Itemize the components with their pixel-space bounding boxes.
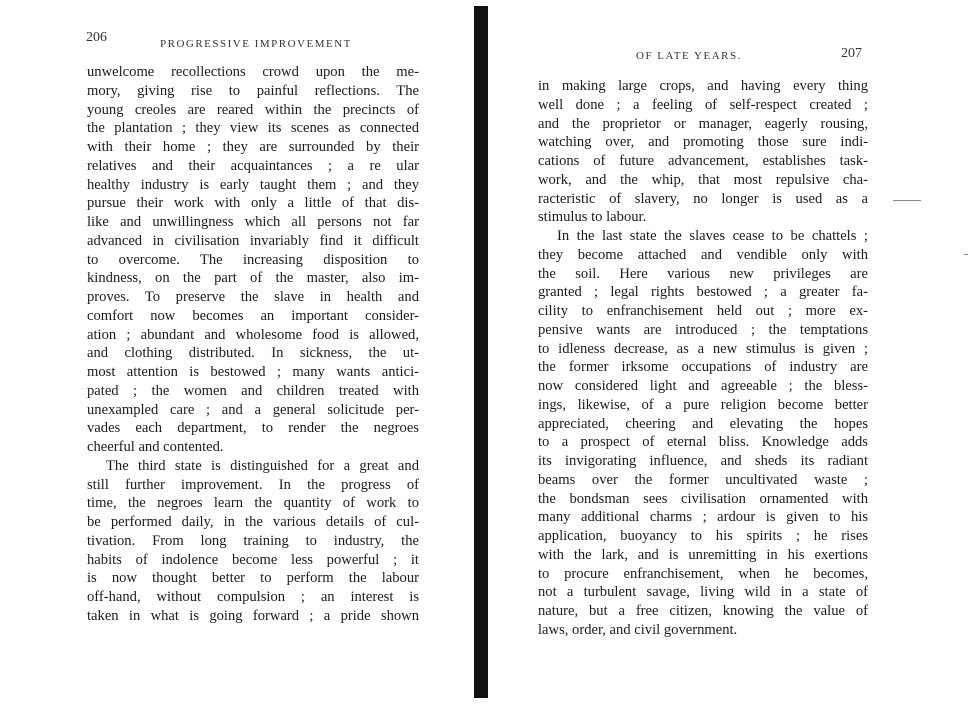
right-body-text (538, 77, 868, 640)
text-line: with the lark, and is unremitting in his exertions (538, 546, 868, 563)
left-page-number: 206 (86, 30, 107, 45)
text-line: off-hand, without compulsion ; an interest is (87, 589, 419, 605)
left-page (0, 0, 474, 705)
text-line: comfort now becomes an important consider- (87, 307, 419, 324)
left-running-header: PROGRESSIVE IMPROVEMENT (160, 38, 352, 50)
book-gutter (474, 6, 488, 698)
right-running-header: OF LATE YEARS. (636, 50, 742, 62)
text-line: be performed daily, in the various details of cul- (87, 514, 419, 530)
text-line: young creoles are reared within the precincts of (87, 101, 419, 118)
right-page-number: 207 (841, 46, 862, 61)
text-line: most attention is bestowed ; many wants antici- (87, 364, 419, 380)
text-line: and the proprietor or manager, eagerly rousing, (538, 115, 868, 132)
text-line: well done ; a feeling of self-respect created ; (538, 96, 868, 113)
text-line: work, and the whip, that most repulsive cha- (538, 171, 868, 188)
right-page (488, 0, 980, 705)
text-line: in making large crops, and having every thing (538, 78, 868, 94)
margin-mark (893, 200, 921, 201)
text-line: granted ; legal rights bestowed ; a greater fa- (538, 284, 868, 301)
text-line: the soil. Here various new privileges are (538, 265, 868, 282)
text-line: with their home ; they are surrounded by their (87, 139, 419, 155)
text-line: and clothing distributed. In sickness, the ut- (87, 345, 419, 362)
left-body-text (87, 63, 419, 626)
text-line: to a prospect of eternal bliss. Knowledge adds (538, 434, 868, 451)
text-line: ation ; abundant and wholesome food is allowed, (87, 326, 419, 343)
text-line: is now thought better to perform the labour (87, 570, 419, 587)
text-line: healthy industry is early taught them ; and they (87, 176, 419, 193)
text-line: pated ; the women and children treated with (87, 382, 419, 399)
text-line: watching over, and promoting those sure indi- (538, 134, 868, 151)
paragraph-start-line: The third state is distinguished for a great and (106, 457, 419, 474)
text-line: proves. To preserve the slave in health and (87, 289, 419, 305)
text-line: still further improvement. In the progress of (87, 476, 419, 493)
text-line: now considered light and agreeable ; the bless- (538, 378, 868, 394)
text-line: stimulus to labour. (538, 209, 647, 226)
text-line: mory, giving rise to painful reflections. The (87, 82, 419, 99)
text-line: beams over the former uncultivated waste ; (538, 471, 868, 488)
text-line: to overcome. The increasing disposition to (87, 251, 419, 268)
text-line: advanced in civilisation invariably find it difficult (87, 232, 419, 249)
text-line: habits of indolence become less powerful ; it (87, 551, 419, 568)
text-line: tivation. From long training to industry, the (87, 532, 419, 549)
text-line: the former irksome occupations of industry are (538, 359, 868, 376)
text-line: relatives and their acquaintances ; a re ular (87, 157, 419, 174)
text-line: application, buoyancy to his spirits ; he rises (538, 528, 868, 544)
text-line: pensive wants are introduced ; the temptations (538, 321, 868, 338)
text-line: to procure enfranchisement, when he becomes, (538, 565, 868, 582)
text-line: many additional charms ; ardour is given to his (538, 509, 868, 526)
text-line: like and unwillingness which all persons not far (87, 214, 419, 230)
text-line: taken in what is going forward ; a pride shown (87, 607, 419, 624)
text-line: they become attached and vendible only with (538, 246, 868, 263)
text-line: time, the negroes learn the quantity of work to (87, 495, 419, 512)
text-line: not a turbulent savage, living wild in a state of (538, 584, 868, 601)
paragraph-start-line: In the last state the slaves cease to be chattels ; (557, 228, 868, 244)
text-line: nature, but a free citizen, knowing the value of (538, 603, 868, 619)
text-line: cility to enfranchisement held out ; more ex- (538, 303, 868, 319)
text-line: unexampled care ; and a general solicitude per- (87, 401, 419, 418)
text-line: the plantation ; they view its scenes as connected (87, 120, 419, 137)
text-line: cations of future advancement, establishes task- (538, 153, 868, 169)
text-line: vades each department, to render the negroes (87, 420, 419, 437)
text-line: cheerful and contented. (87, 439, 224, 455)
text-line: racteristic of slavery, no longer is used as a (538, 190, 868, 207)
margin-mark (964, 254, 968, 255)
text-line: appreciated, cheering and elevating the hopes (538, 415, 868, 432)
text-line: kindness, on the part of the master, also im- (87, 270, 419, 287)
text-line: the bondsman sees civilisation ornamented with (538, 490, 868, 507)
text-line: ings, likewise, of a pure religion become better (538, 396, 868, 413)
text-line: pursue their work with only a little of that dis- (87, 195, 419, 212)
text-line: its invigorating influence, and sheds its radiant (538, 453, 868, 469)
text-line: to idleness decrease, as a new stimulus is given ; (538, 340, 868, 357)
text-line: laws, order, and civil government. (538, 621, 738, 638)
text-line: unwelcome recollections crowd upon the me- (87, 64, 419, 80)
